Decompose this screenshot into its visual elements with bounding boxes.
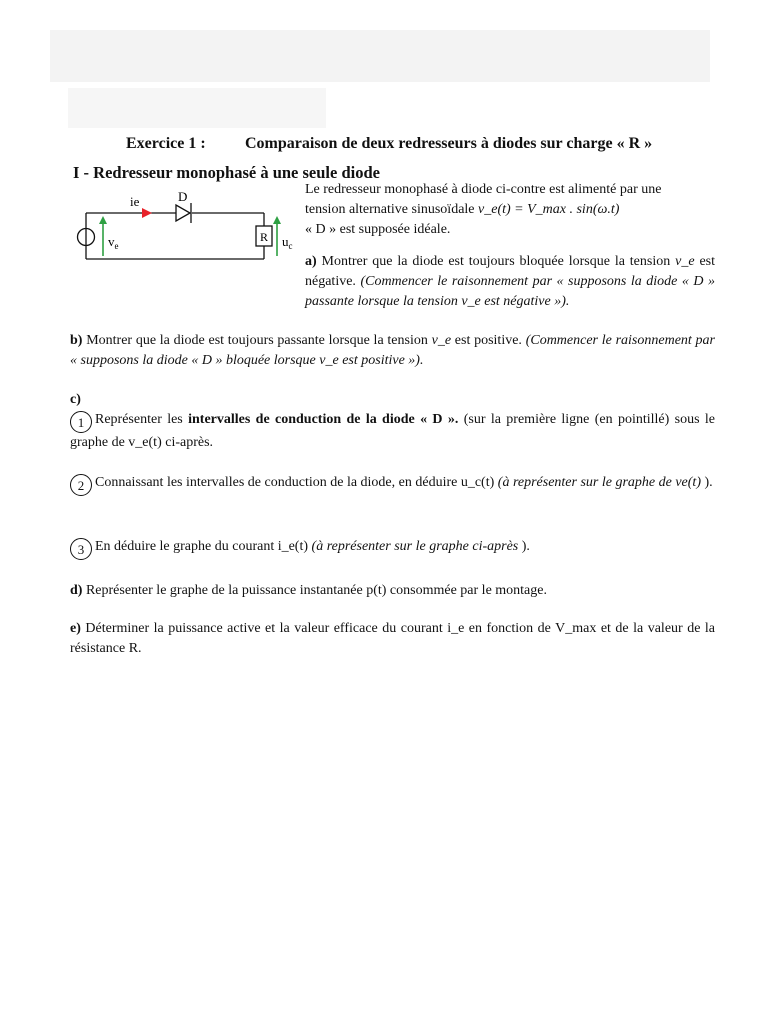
question-b: b) Montrer que la diode est toujours passante lorsque la tension v_e est positive. (Commencer le raisonnement par « supposons la diode « D » bloquée lorsque v_e est positive »). <box>70 333 716 368</box>
diode-icon <box>176 205 190 221</box>
question-e: e) Déterminer la puissance active et la valeur efficace du courant i_e en fonction de V_max et de la valeur de la résistance R. <box>70 621 716 656</box>
intro-line-1: Le redresseur monophasé à diode ci-contre est alimenté par une <box>305 182 662 197</box>
diode-label: D <box>178 189 188 204</box>
scan-shade-left <box>68 88 326 128</box>
load-label: $u_c$ <box>282 234 293 251</box>
circuit-diagram <box>72 186 298 270</box>
source-label: $v_e$ <box>108 234 119 251</box>
current-label: ie <box>130 194 140 209</box>
question-c-item-3: 3 En déduire le graphe du courant i_e(t) (à représenter sur le graphe ci-après ). <box>70 537 715 560</box>
intro-line-2: tension alternative sinusoïdale v_e(t) = V_max . sin(ω.t) <box>305 202 620 217</box>
exercise-topic: Comparaison de deux redresseurs à diodes sur charge « R » <box>245 135 653 152</box>
intro-line-3: « D » est supposée idéale. <box>305 222 451 237</box>
question-c-label: c) <box>70 392 81 407</box>
item-number-3: 3 <box>70 538 92 560</box>
section-title: I - Redresseur monophasé à une seule diode <box>73 163 380 182</box>
current-arrow-icon <box>142 208 152 218</box>
question-c-item-2: 2 Connaissant les intervalles de conduction de la diode, en déduire u_c(t) (à représenter sur le graphe de ve(t) ). <box>70 473 715 496</box>
item-number-2: 2 <box>70 474 92 496</box>
question-d: d) Représenter le graphe de la puissance instantanée p(t) consommée par le montage. <box>70 583 547 598</box>
question-c-item-1: 1 Représenter les intervalles de conduction de la diode « D ». (sur la première ligne (en pointillé) sous le graphe de v_e(t) ci-après. <box>70 412 715 450</box>
exercise-number: Exercice 1 : <box>126 135 206 152</box>
scan-shade-top <box>50 30 710 82</box>
item-number-1: 1 <box>70 411 92 433</box>
question-a: a) Montrer que la diode est toujours bloquée lorsque la tension v_e est négative. (Commencer le raisonnement par « supposons la diode « D » passante lorsque la tension v_e est négative »). <box>305 254 716 309</box>
intro-paragraph <box>305 180 715 240</box>
sine-formula: v_e(t) = V_max . sin(ω.t) <box>478 202 620 217</box>
resistor-label: R <box>260 230 269 244</box>
